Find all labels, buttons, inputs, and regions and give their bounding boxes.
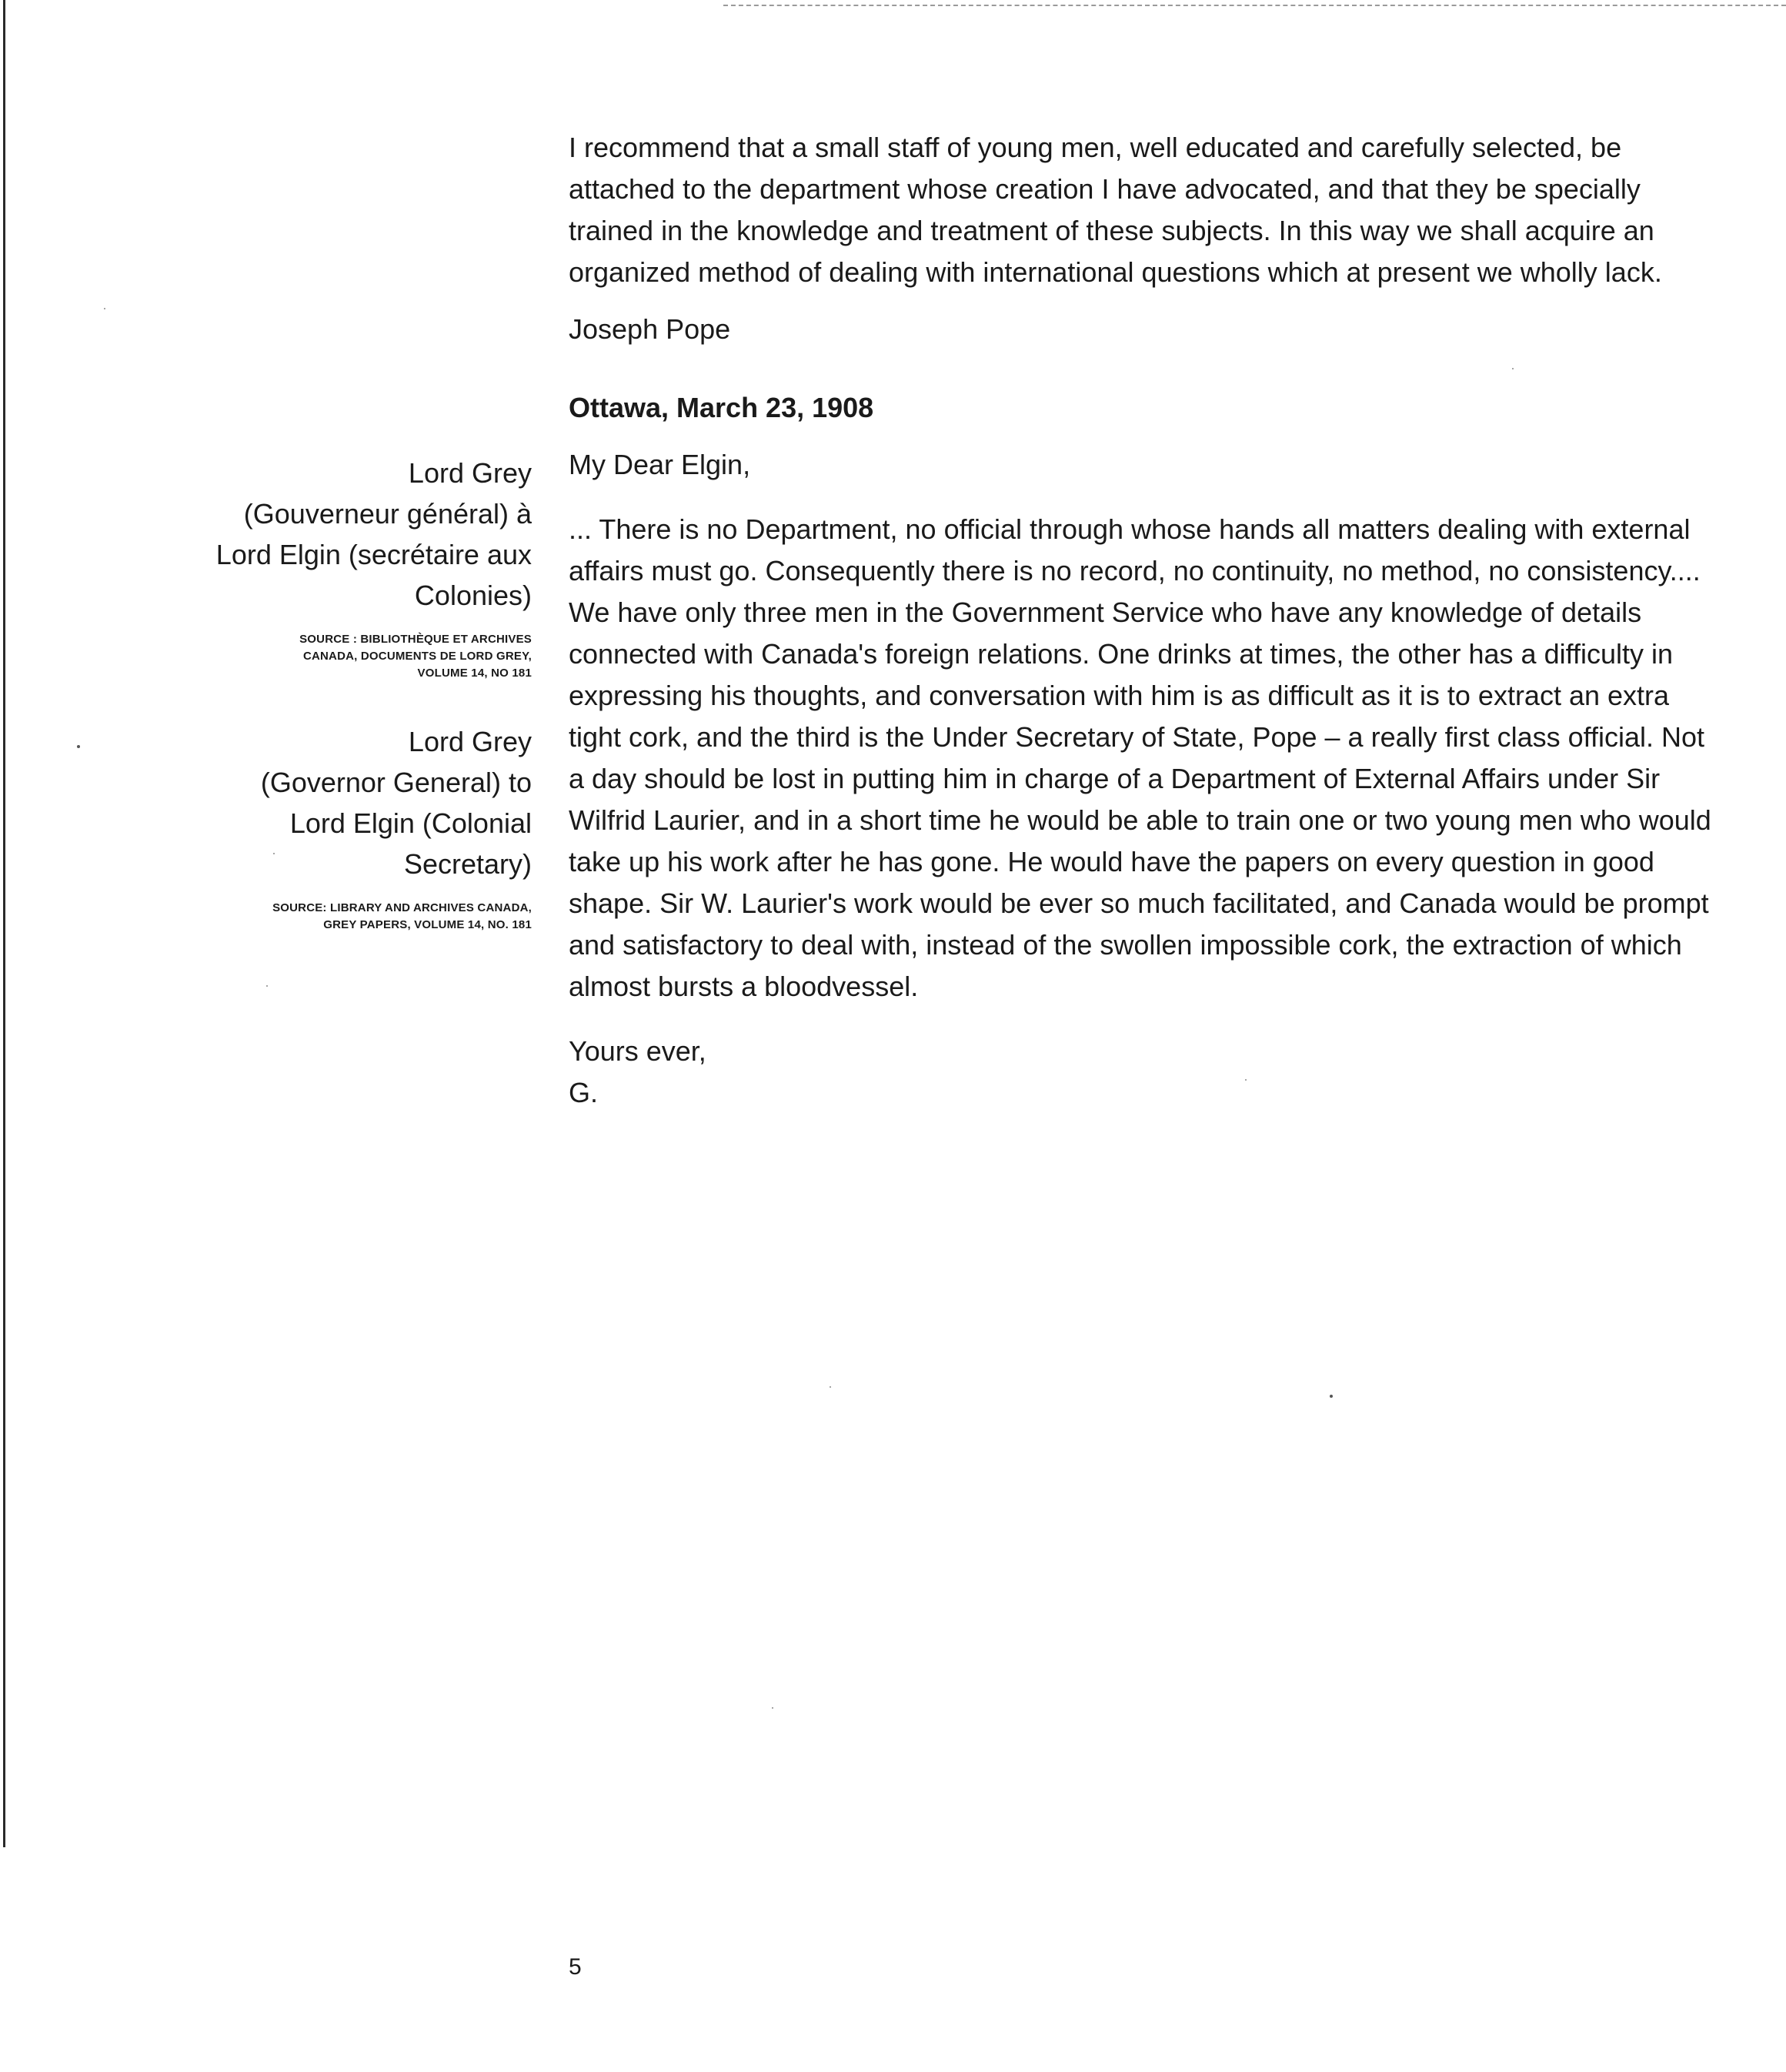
main-text-column bbox=[569, 127, 1723, 1114]
sidenote-source bbox=[209, 631, 532, 682]
scan-speck bbox=[772, 1707, 773, 1709]
grey-letter-salutation: My Dear Elgin, bbox=[569, 449, 751, 480]
grey-letter-body: ... There is no Department, no official through whose hands all matters dealing with external affairs must go. Consequently there is no record, no continuity, no method, no consistency.... We have only three men in the Government Service who have any knowledge of details connected with Canada's foreign relations. One drinks at times, the other has a difficulty in expressing his thoughts, and conversation with him is as difficult as it is to extract an extra tight cork, and the third is the Under Secretary of State, Pope – a really first class official. Not a day should be lost in putting him in charge of a Department of External Affairs under Sir Wilfrid Laurier, and in a short time he would be able to train one or two young men who would take up his work after he has gone. He would have the papers on every question in good shape. Sir W. Laurier's work would be ever so much facilitated, and Canada would be prompt and satisfactory to deal with, instead of the swollen impossible cork, the extraction of which almost bursts a bloodvessel. bbox=[569, 513, 1711, 1002]
source-line: GREY PAPERS, VOLUME 14, NO. 181 bbox=[323, 918, 532, 931]
scan-speck bbox=[77, 745, 80, 748]
top-scan-mark bbox=[723, 5, 1786, 6]
sidenote-line: Lord Grey bbox=[408, 726, 532, 757]
scan-speck bbox=[1330, 1395, 1333, 1398]
scan-speck bbox=[830, 1386, 831, 1388]
source-line: CANADA, DOCUMENTS DE LORD GREY, bbox=[302, 650, 532, 663]
scan-speck bbox=[104, 308, 105, 309]
page-number: 5 bbox=[569, 1954, 582, 1980]
pope-signature: Joseph Pope bbox=[569, 313, 731, 345]
sidenote-line: (Governor General) to bbox=[260, 767, 532, 798]
source-line: SOURCE: LIBRARY AND ARCHIVES CANADA, bbox=[272, 901, 532, 914]
sidenote-line: Lord Elgin (Colonial bbox=[289, 807, 532, 839]
page-edge-rule bbox=[3, 0, 5, 1847]
scan-speck bbox=[266, 985, 268, 987]
grey-letter-dateline: Ottawa, March 23, 1908 bbox=[569, 392, 874, 423]
sidenote-line: Lord Elgin (secrétaire aux bbox=[215, 539, 532, 570]
sidenote-line: Lord Grey bbox=[408, 457, 532, 489]
grey-letter-initial: G. bbox=[569, 1077, 599, 1108]
sidenote-source bbox=[209, 900, 532, 934]
sidenote-line: Secretary) bbox=[403, 848, 532, 880]
sidenote-line: Colonies) bbox=[414, 580, 532, 611]
sidenote-english bbox=[209, 721, 532, 934]
sidenote-line: (Gouverneur général) à bbox=[243, 498, 532, 530]
source-line: VOLUME 14, NO 181 bbox=[417, 667, 532, 680]
sidenote-french bbox=[209, 453, 532, 682]
pope-letter-paragraph: I recommend that a small staff of young men, well educated and carefully selected, be attached to the department whose creation I have advocated, and that they be specially trained in the knowledge and treatment of these subjects. In this way we shall acquire an organized method of dealing with international questions which at present we wholly lack. bbox=[569, 132, 1662, 288]
grey-letter-closing: Yours ever, bbox=[569, 1035, 706, 1067]
source-line: SOURCE : BIBLIOTHÈQUE ET ARCHIVES bbox=[299, 633, 532, 646]
